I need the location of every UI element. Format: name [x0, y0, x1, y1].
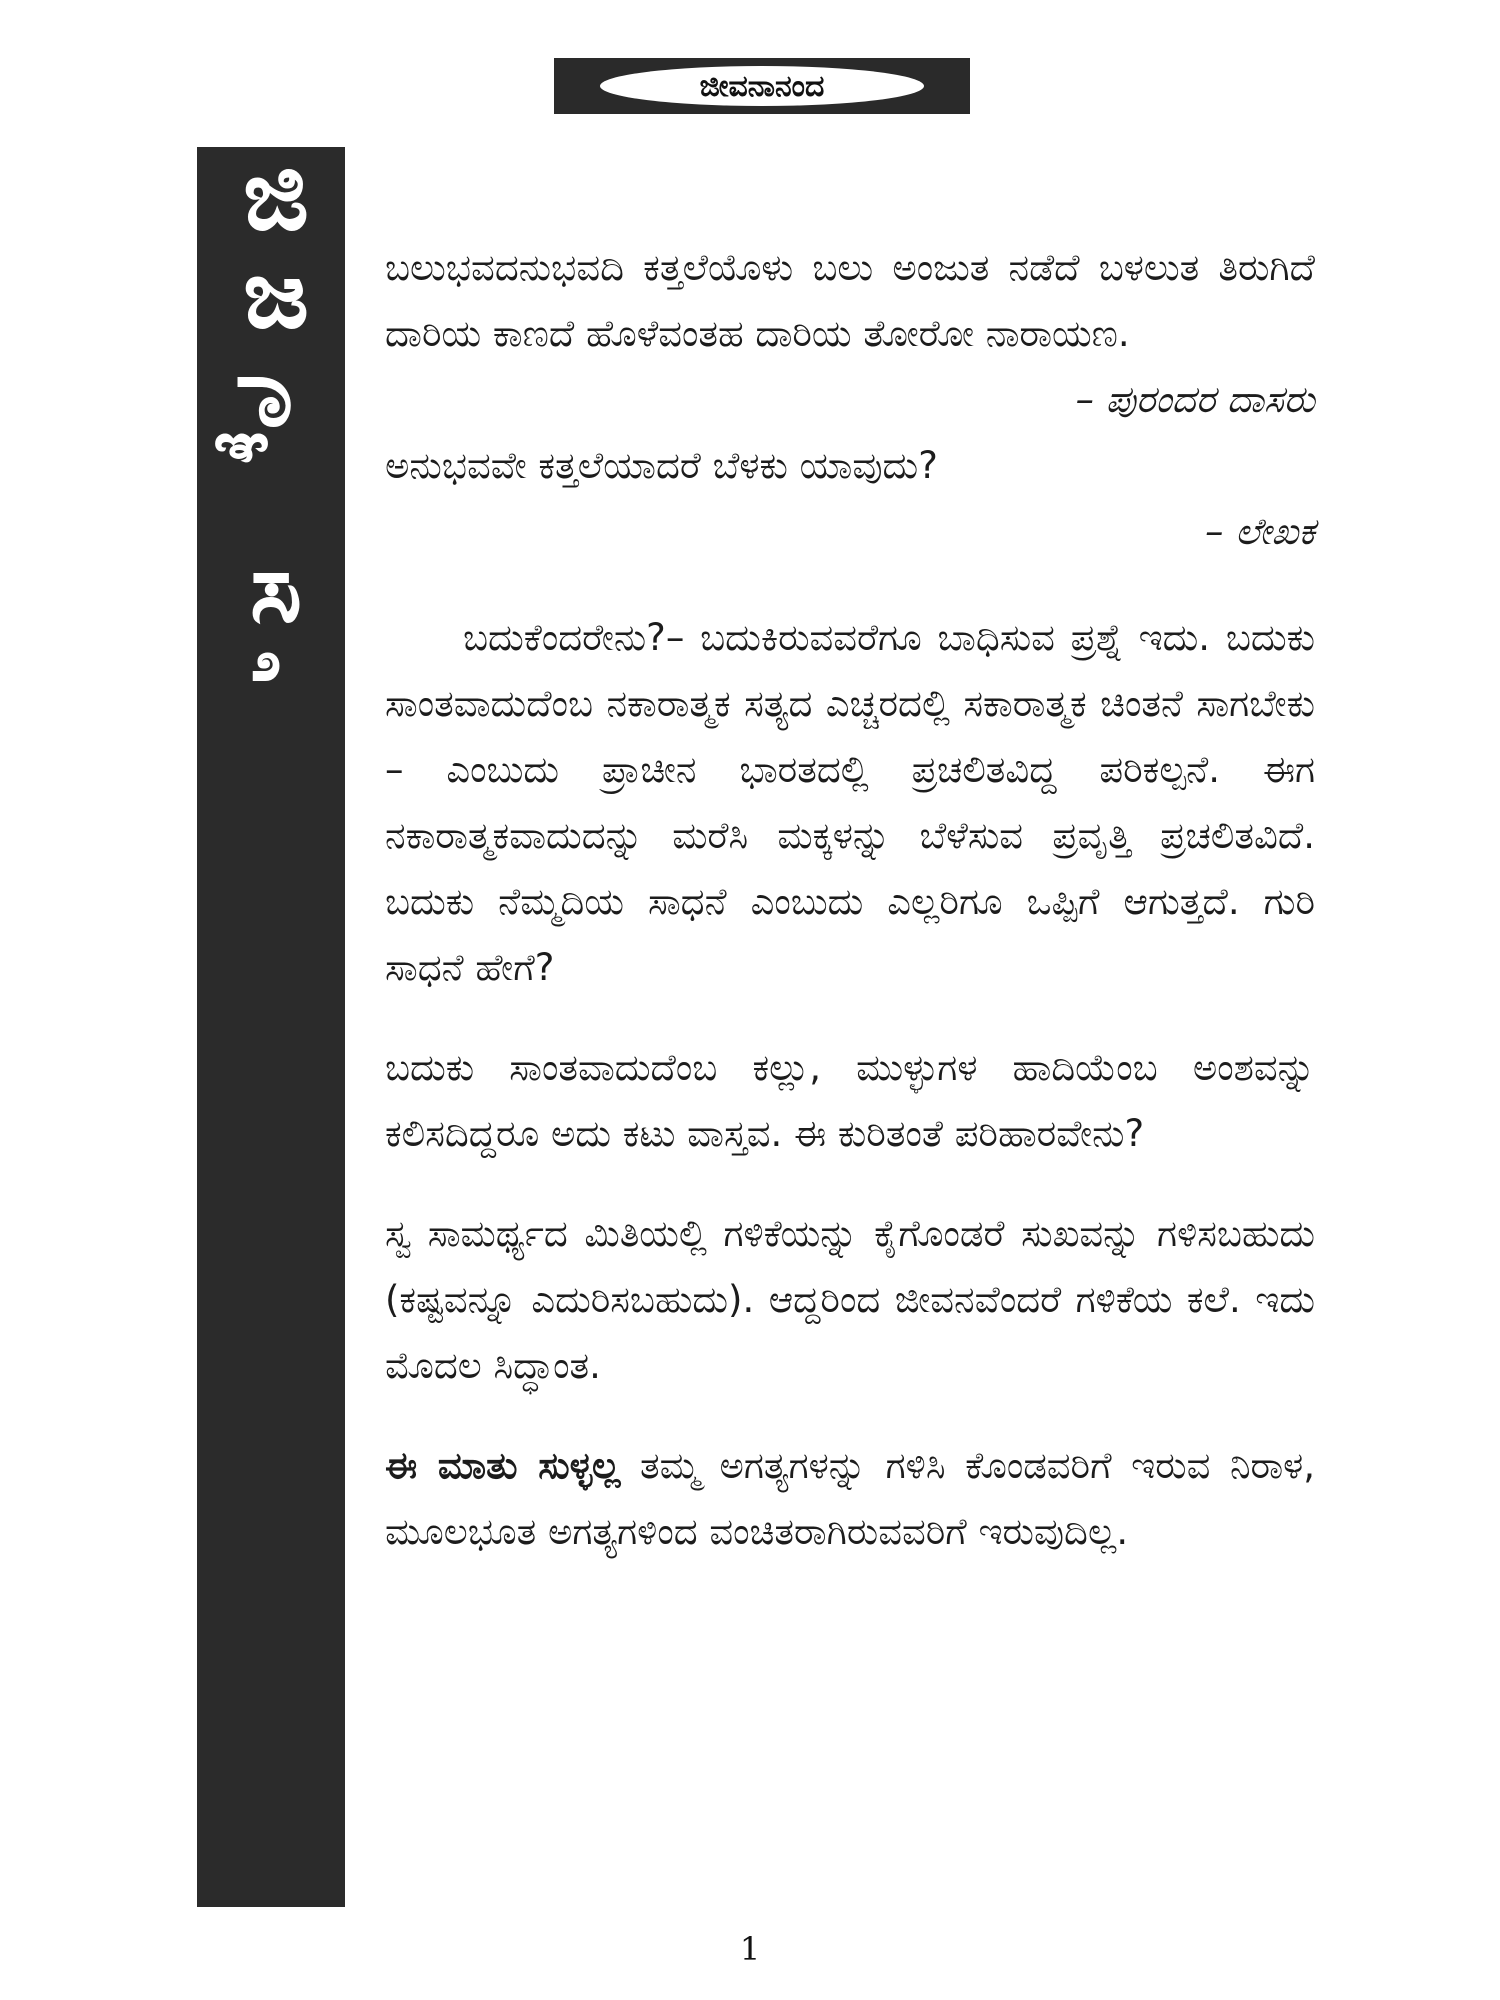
paragraph-4	[385, 1433, 1315, 1565]
page-number: 1	[739, 1930, 761, 1968]
epigraph-quote-2: ಅನುಭವವೇ ಕತ್ತಲೆಯಾದರೆ ಬೆಳಕು ಯಾವುದು?	[385, 444, 938, 487]
epigraph-attribution: – ಪುರಂದರ ದಾಸರು	[1075, 378, 1315, 421]
paragraph-1: ಬದುಕೆಂದರೇನು?– ಬದುಕಿರುವವರೆಗೂ ಬಾಧಿಸುವ ಪ್ರಶ್ನೆ ಇದು. ಬದುಕು ಸಾಂತವಾದುದೆಂಬ ನಕಾರಾತ್ಮಕ ಸತ್ಯದ ಎಚ್ಚರದಲ್ಲಿ ಸಕಾರಾತ್ಮಕ ಚಿಂತನೆ ಸಾಗಬೇಕು – ಎಂಬುದು ಪ್ರಾಚೀನ ಭಾರತದಲ್ಲಿ ಪ್ರಚಲಿತವಿದ್ದ ಪರಿಕಲ್ಪನೆ. ಈಗ ನಕಾರಾತ್ಮಕವಾದುದನ್ನು ಮರೆಸಿ ಮಕ್ಕಳನ್ನು ಬೆಳೆಸುವ ಪ್ರವೃತ್ತಿ ಪ್ರಚಲಿತವಿದೆ. ಬದುಕು ನೆಮ್ಮದಿಯ ಸಾಧನೆ ಎಂಬುದು ಎಲ್ಲರಿಗೂ ಒಪ್ಪಿಗೆ ಆಗುತ್ತದೆ. ಗುರಿ ಸಾಧನೆ ಹೇಗೆ?	[385, 616, 1315, 989]
paragraph-4-lead: ಈ ಮಾತು ಸುಳ್ಳಲ್ಲ	[385, 1444, 621, 1487]
epigraph-attribution-2: – ಲೇಖಕ	[1205, 510, 1315, 553]
header-banner	[554, 58, 970, 114]
header-title: ಜೀವನಾನಂದ	[600, 66, 924, 106]
paragraph-4-text: ತಮ್ಮ ಅಗತ್ಯಗಳನ್ನು ಗಳಿಸಿ ಕೊಂಡವರಿಗೆ ಇರುವ ನಿರಾಳ, ಮೂಲಭೂತ ಅಗತ್ಯಗಳಿಂದ ವಂಚಿತರಾಗಿರುವವರಿಗೆ ಇರುವುದಿಲ್ಲ.	[385, 1444, 1315, 1553]
paragraph-3: ಸ್ವ ಸಾಮರ್ಥ್ಯದ ಮಿತಿಯಲ್ಲಿ ಗಳಿಕೆಯನ್ನು ಕೈಗೊಂಡರೆ ಸುಖವನ್ನು ಗಳಿಸಬಹುದು (ಕಷ್ಟವನ್ನೂ ಎದುರಿಸಬಹುದು). ಆದ್ದರಿಂದ ಜೀವನವೆಂದರೆ ಗಳಿಕೆಯ ಕಲೆ. ಇದು ಮೊದಲ ಸಿದ್ಧಾಂತ.	[385, 1212, 1315, 1387]
sidebar-title: ಜಿಜ್ಞಾಸೆ	[223, 151, 337, 739]
body-text	[385, 235, 1315, 1565]
epigraph-quote: ಬಲುಭವದನುಭವದಿ ಕತ್ತಲೆಯೊಳು ಬಲು ಅಂಜುತ ನಡೆದೆ ಬಳಲುತ ತಿರುಗಿದೆ ದಾರಿಯ ಕಾಣದೆ ಹೊಳೆವಂತಹ ದಾರಿಯ ತೋರೋ ನಾರಾಯಣ.	[385, 246, 1315, 355]
paragraph-2: ಬದುಕು ಸಾಂತವಾದುದೆಂಬ ಕಲ್ಲು, ಮುಳ್ಳುಗಳ ಹಾದಿಯೆಂಬ ಅಂಶವನ್ನು ಕಲಿಸದಿದ್ದರೂ ಅದು ಕಟು ವಾಸ್ತವ. ಈ ಕುರಿತಂತೆ ಪರಿಹಾರವೇನು?	[385, 1046, 1315, 1155]
